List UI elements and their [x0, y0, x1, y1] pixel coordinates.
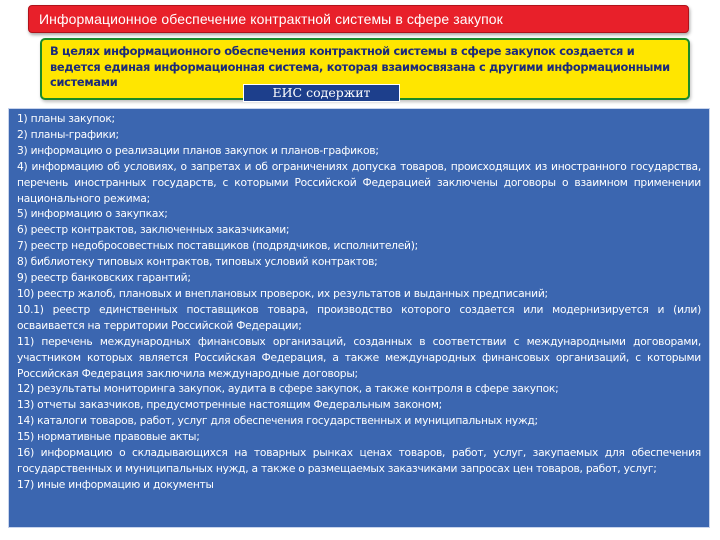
- list-item: 10) реестр жалоб, плановых и внеплановых проверок, их результатов и выданных предписаний;: [17, 286, 548, 300]
- list-item: 7) реестр недобросовестных поставщиков (подрядчиков, исполнителей);: [17, 239, 419, 253]
- list-item: 5) информацию о закупках;: [17, 207, 168, 221]
- list-item: 4) информацию об условиях, о запретах и об ограничениях допуска товаров, происходящих из иностранного государства, перечень иностранных государств, с которыми Российской Федерацией заключены договоры о взаимном применении национального режима;: [17, 159, 701, 205]
- eis-label: ЕИС содержит: [243, 84, 400, 102]
- list-item: 14) каталоги товаров, работ, услуг для обеспечения государственных и муниципальных нужд;: [17, 414, 538, 428]
- list-item: 6) реестр контрактов, заключенных заказчиками;: [17, 223, 290, 237]
- slide-title-bar: [28, 5, 689, 33]
- list-item: 11) перечень международных финансовых организаций, созданных в соответствии с международными договорами, участником которых является Российская Федерация, а также международных финансовых организаций, с которыми Российская Федерация заключила международные договоры;: [17, 334, 701, 380]
- list-item: 9) реестр банковских гарантий;: [17, 271, 191, 285]
- list-item: 13) отчеты заказчиков, предусмотренные настоящим Федеральным законом;: [17, 398, 442, 412]
- list-item: 10.1) реестр единственных поставщиков товара, производство которого создается или модернизируется и (или) осваивается на территории Российской Федерации;: [17, 302, 701, 332]
- intro-text: В целях информационного обеспечения контрактной системы в сфере закупок создается и ведется единая информационная система, которая взаимосвязана с другими информационными системами: [50, 44, 670, 89]
- list-item: 1) планы закупок;: [17, 112, 115, 125]
- list-item: 15) нормативные правовые акты;: [17, 430, 200, 444]
- list-item: 8) библиотеку типовых контрактов, типовых условий контрактов;: [17, 255, 378, 269]
- list-item: 3) информацию о реализации планов закупок и планов-графиков;: [17, 143, 379, 157]
- list-item: 12) результаты мониторинга закупок, аудита в сфере закупок, а также контроля в сфере закупок;: [17, 382, 559, 396]
- list-item: 16) информацию о складывающихся на товарных рынках ценах товаров, работ, услуг, закупаемых для обеспечения государственных и муниципальных нужд, а также о размещаемых заказчиками запросах цен товаров, работ, услуг;: [17, 446, 701, 475]
- eis-contents-list: [8, 108, 710, 528]
- list-item: 2) планы-графики;: [17, 127, 119, 141]
- slide-title: Информационное обеспечение контрактной системы в сфере закупок: [39, 11, 503, 27]
- list-item: 17) иные информацию и документы: [17, 477, 214, 491]
